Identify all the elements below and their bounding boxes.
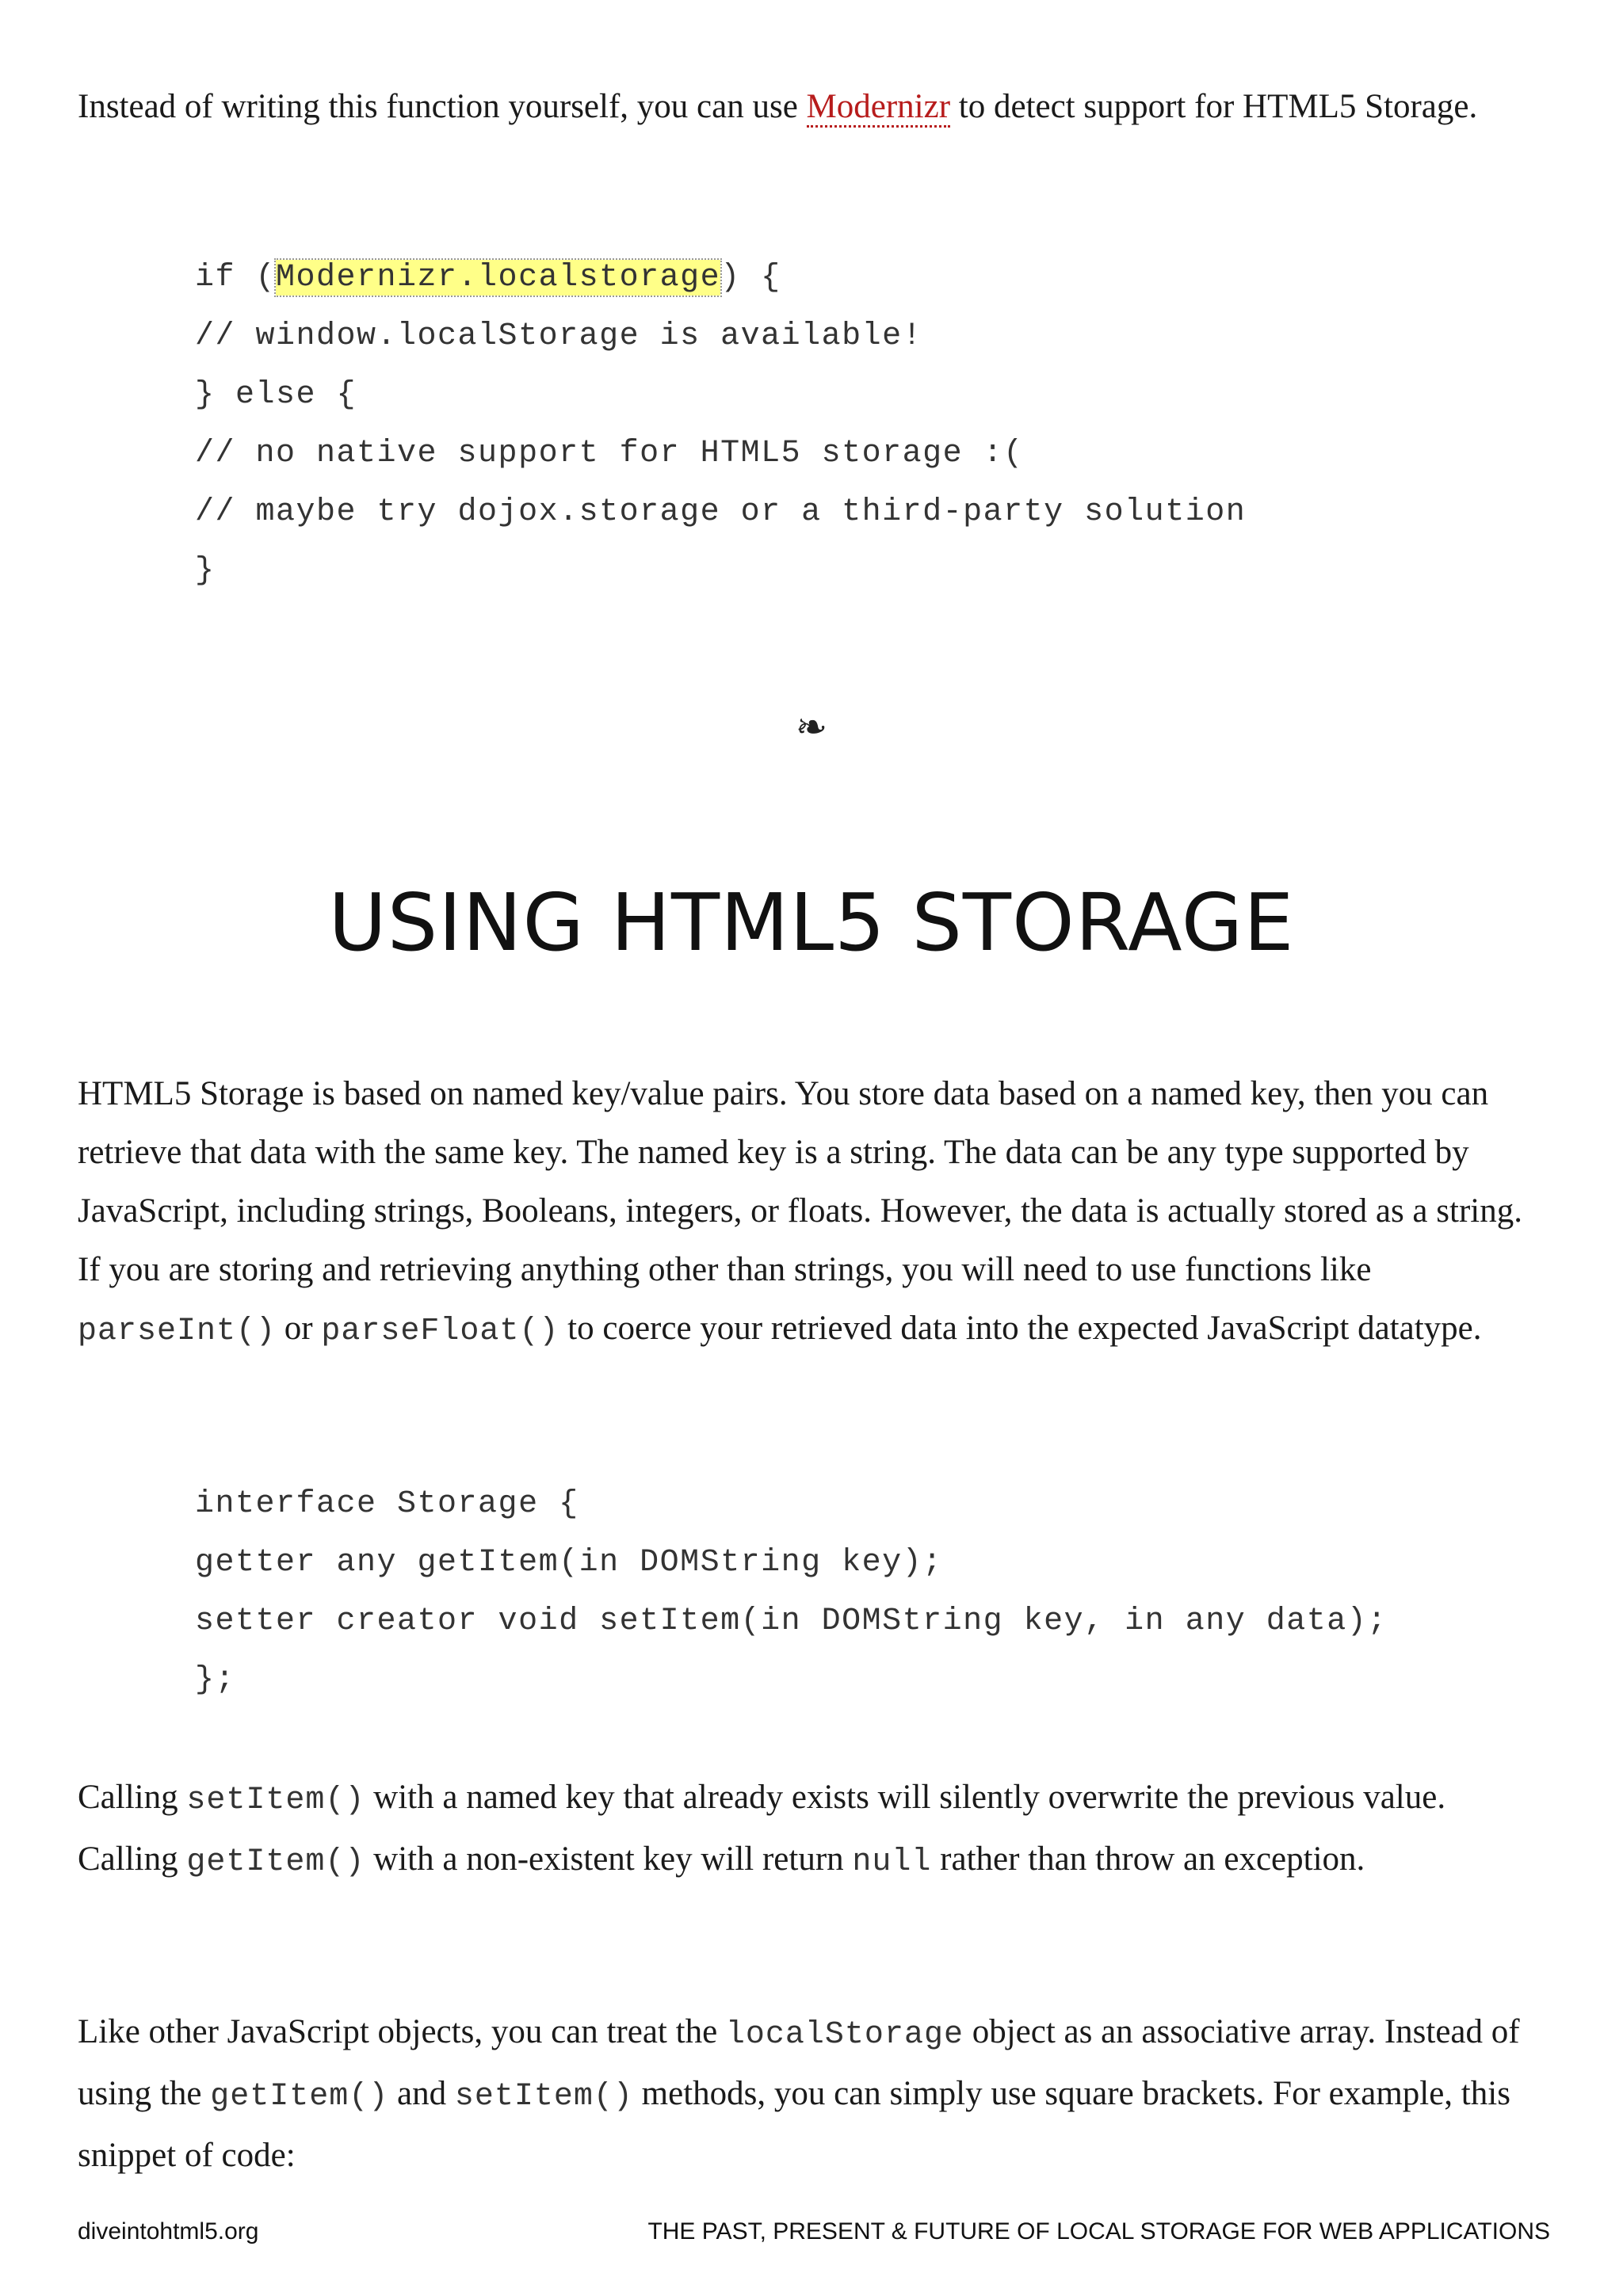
intro-paragraph (78, 78, 1552, 136)
code-block-storage-interface (195, 1475, 1542, 1710)
inline-code-parseint: parseInt() (78, 1314, 277, 1349)
code-line-1-prefix: if ( (195, 260, 277, 296)
intro-text-before-link: Instead of writing this function yourself, you can use (78, 88, 807, 125)
inline-code-null: null (852, 1844, 932, 1880)
para1-text-b: or (276, 1310, 322, 1347)
associative-array-paragraph (78, 2003, 1552, 2185)
code-line: interface Storage { (195, 1486, 579, 1522)
inline-code-getitem: getItem() (210, 2079, 389, 2115)
code-line: getter any getItem(in DOMString key); (195, 1545, 943, 1581)
para3-text-c: and (388, 2075, 455, 2112)
code-line (195, 249, 1542, 307)
code-block-modernizr-check (195, 249, 1542, 601)
para2-text-d: rather than throw an exception. (931, 1840, 1365, 1878)
para3-text-b: object as an associative array. Instead of using the (78, 2013, 1520, 2112)
code-line: } else { (195, 377, 357, 413)
para3-text-d: methods, you can simply use square brackets. For example, this snippet of code: (78, 2075, 1510, 2174)
para3-text-a: Like other JavaScript objects, you can treat the (78, 2013, 726, 2050)
section-heading: USING HTML5 STORAGE (328, 876, 1295, 969)
inline-code-parsefloat: parseFloat() (321, 1314, 559, 1349)
inline-code-getitem: getItem() (186, 1844, 365, 1880)
code-line: }; (195, 1662, 236, 1698)
footer-chapter-title: THE PAST, PRESENT & FUTURE OF LOCAL STORAGE FOR WEB APPLICATIONS (647, 2218, 1550, 2245)
inline-code-setitem: setItem() (186, 1783, 365, 1818)
inline-code-setitem: setItem() (454, 2079, 633, 2115)
code-line: // window.localStorage is available! (195, 318, 923, 354)
code-line-1-suffix: ) { (720, 260, 781, 296)
storage-description-paragraph (78, 1065, 1552, 1361)
para2-text-c: with a non-existent key will return (365, 1840, 853, 1878)
code-line: // maybe try dojox.storage or a third-party solution (195, 494, 1247, 530)
para1-text-a: HTML5 Storage is based on named key/value pairs. You store data based on a named key, then you can retrieve that data with the same key. The named key is a string. The data can be any type supported by JavaScript, including strings, Booleans, integers, or floats. However, the data is actually stored as a string. If you are storing and retrieving anything other than strings, you will need to use functions like (78, 1075, 1522, 1288)
footer-site-url: diveintohtml5.org (78, 2218, 259, 2245)
intro-text-after-link: to detect support for HTML5 Storage. (950, 88, 1478, 125)
code-line: // no native support for HTML5 storage :( (195, 436, 1024, 471)
para1-text-c: to coerce your retrieved data into the expected JavaScript datatype. (559, 1310, 1482, 1347)
modernizr-link[interactable]: Modernizr (807, 88, 951, 128)
para2-text-a: Calling (78, 1779, 187, 1816)
fleuron-divider-icon: ❧ (795, 705, 828, 749)
setitem-getitem-paragraph (78, 1768, 1552, 1892)
highlighted-code: Modernizr.localstorage (276, 260, 721, 296)
code-line: setter creator void setItem(in DOMString key, in any data); (195, 1604, 1388, 1639)
para2-text-b: with a named key that already exists will silently overwrite the previous value. Calling (78, 1779, 1446, 1878)
inline-code-localstorage: localStorage (725, 2017, 964, 2053)
code-line: } (195, 553, 216, 589)
